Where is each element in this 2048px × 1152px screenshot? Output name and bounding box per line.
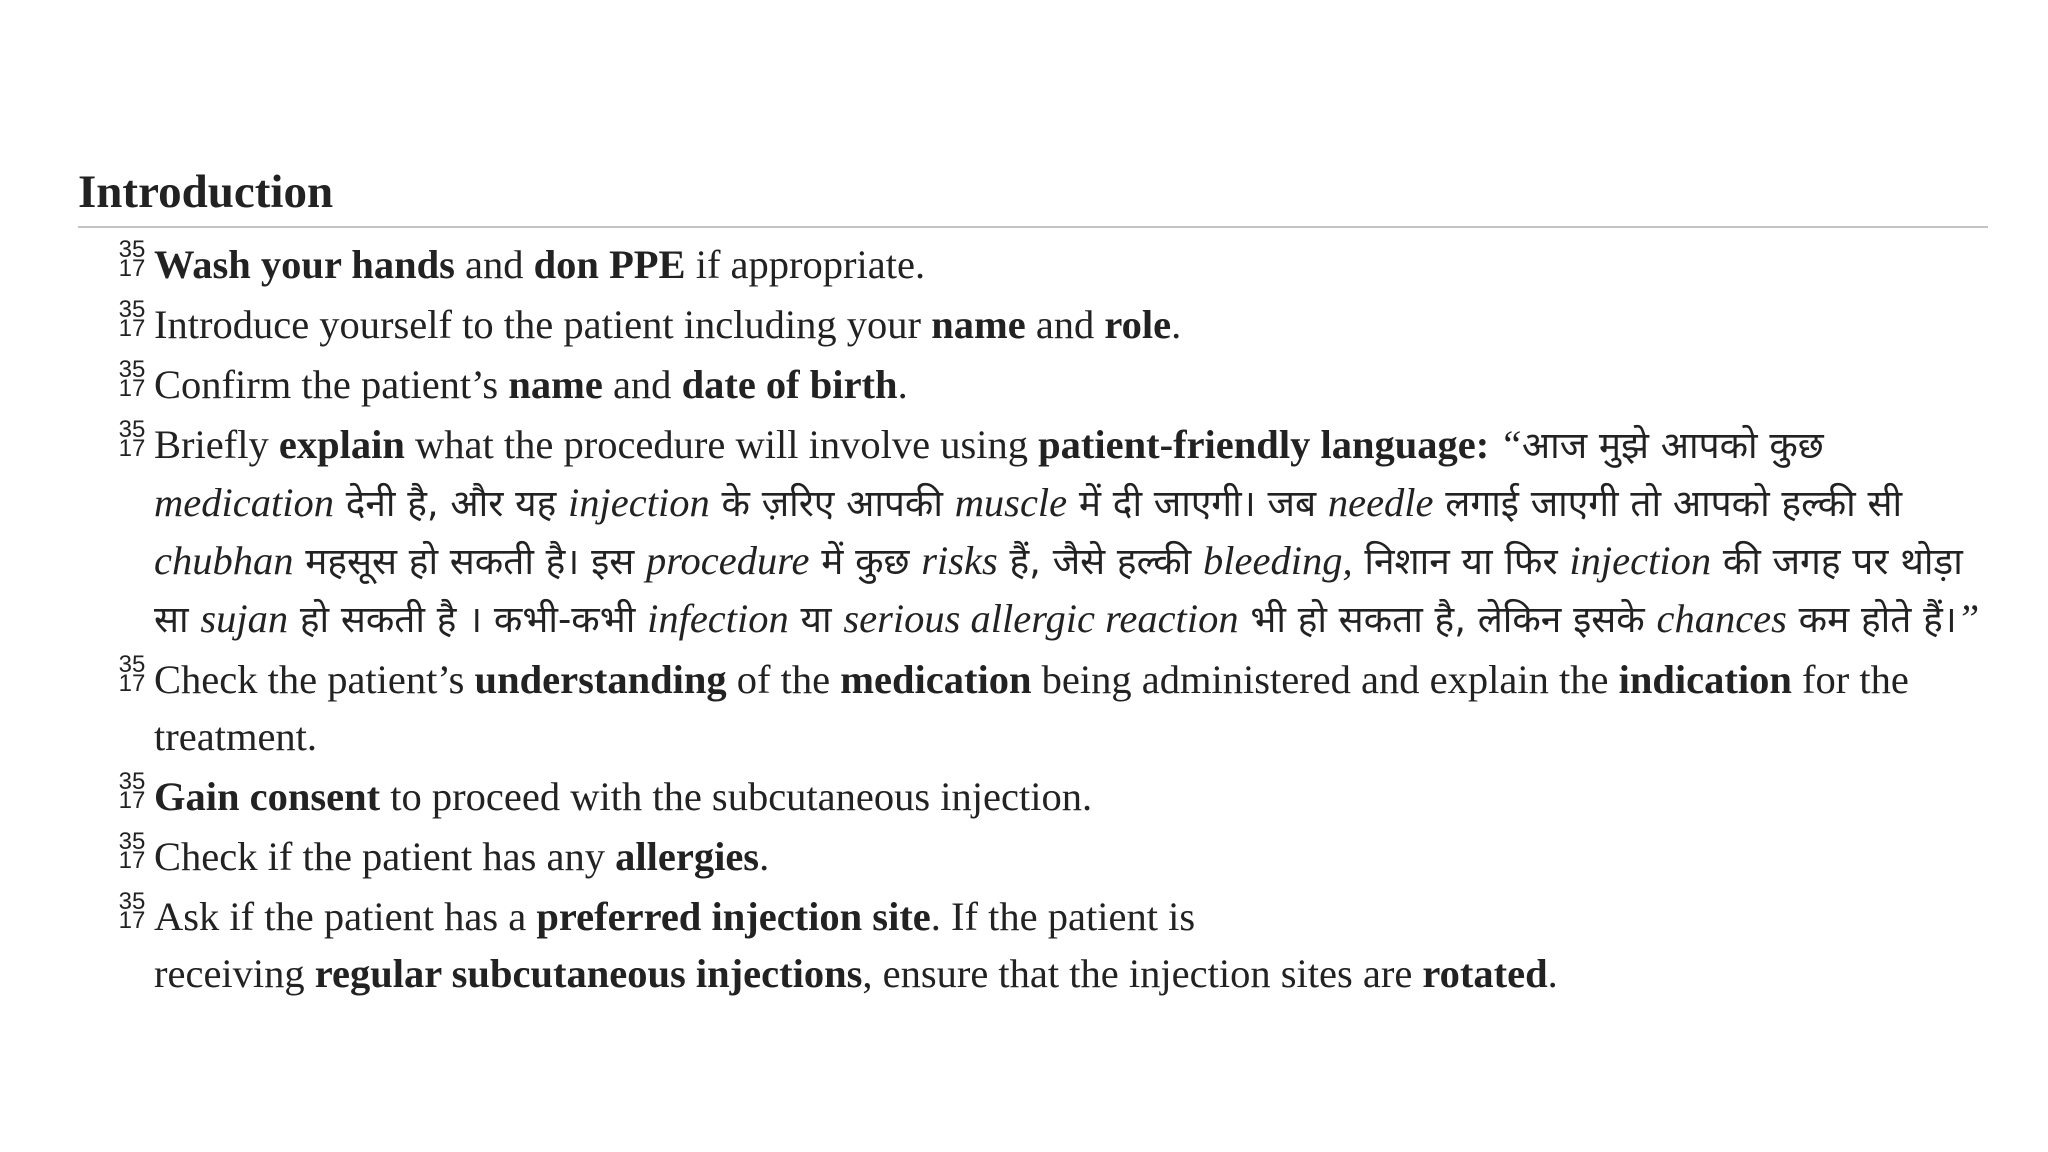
step-text: .: [897, 362, 908, 407]
step-text-bold: Gain consent: [154, 774, 381, 819]
step-text-italic: chances: [1656, 596, 1787, 641]
step-text-hindi: कम होते हैं।: [1786, 598, 1957, 641]
step-item: [118, 828, 1990, 885]
step-text-bold: rotated: [1422, 951, 1548, 996]
step-text-italic: sujan: [200, 596, 289, 641]
step-text-bold: explain: [278, 422, 405, 467]
step-text: what the procedure will involve using: [404, 422, 1039, 467]
step-text-italic: risks: [921, 538, 998, 583]
step-marker-top: 35: [118, 236, 146, 263]
step-text: Check if the patient has any: [154, 834, 616, 879]
step-text-hindi: या: [788, 598, 844, 641]
step-marker-bottom: 17: [118, 315, 146, 342]
step-text-bold: Wash your hands: [154, 242, 455, 287]
step-item: [118, 768, 1990, 825]
step-text: to proceed with the subcutaneous injection.: [380, 774, 1093, 819]
step-marker: [115, 416, 149, 462]
step-text-hindi: निशान या फिर: [1352, 540, 1570, 583]
step-marker-top: 35: [118, 768, 146, 795]
step-item: [118, 416, 1990, 648]
step-text-bold: name: [931, 302, 1026, 347]
step-marker-bottom: 17: [118, 375, 146, 402]
step-text: and: [454, 242, 534, 287]
step-marker: [115, 651, 149, 697]
step-marker-bottom: 17: [118, 907, 146, 934]
step-text: and: [602, 362, 682, 407]
step-text-bold: allergies: [615, 834, 760, 879]
step-marker-top: 35: [118, 296, 146, 323]
step-text: if appropriate.: [685, 242, 926, 287]
step-text: .: [1171, 302, 1182, 347]
step-text-bold: indication: [1618, 657, 1792, 702]
step-text-italic: injection: [568, 480, 710, 525]
step-text-hindi: महसूस हो सकती है। इस: [293, 540, 647, 583]
heading-divider: [78, 226, 1988, 228]
step-text-hindi: भी हो सकता है, लेकिन इसके: [1238, 598, 1657, 641]
step-text: Briefly: [154, 422, 279, 467]
step-marker-bottom: 17: [118, 847, 146, 874]
step-text: Introduce yourself to the patient including your: [154, 302, 932, 347]
step-text-italic: muscle: [954, 480, 1068, 525]
step-marker-top: 35: [118, 416, 146, 443]
step-item: [118, 356, 1990, 413]
step-text-hindi: की जगह पर थोड़ा सा: [154, 540, 1963, 641]
step-marker-top: 35: [118, 356, 146, 383]
step-text-italic: chubhan: [154, 538, 294, 583]
step-marker-top: 35: [118, 828, 146, 855]
step-text-italic: bleeding,: [1203, 538, 1353, 583]
step-marker: [115, 296, 149, 342]
step-text: receiving: [154, 951, 315, 996]
step-marker-bottom: 17: [118, 435, 146, 462]
step-text-bold: don PPE: [533, 242, 686, 287]
step-marker-bottom: 17: [118, 255, 146, 282]
step-text: , ensure that the injection sites are: [862, 951, 1423, 996]
step-text: of the: [726, 657, 841, 702]
step-marker-bottom: 17: [118, 787, 146, 814]
step-text: . If the patient is: [930, 894, 1196, 939]
step-text: Confirm the patient’s: [154, 362, 509, 407]
step-text-bold: regular subcutaneous injections: [314, 951, 863, 996]
introduction-section: [78, 160, 1990, 1005]
step-marker-bottom: 17: [118, 670, 146, 697]
step-text: .: [1547, 951, 1558, 996]
step-text-italic: medication: [154, 480, 334, 525]
step-text-bold: role: [1104, 302, 1172, 347]
step-marker-top: 35: [118, 651, 146, 678]
section-heading: Introduction: [78, 166, 334, 218]
step-marker: [115, 768, 149, 814]
step-text-hindi: में दी जाएगी। जब: [1067, 482, 1328, 525]
step-text: .: [759, 834, 770, 879]
step-text: being administered and explain the: [1031, 657, 1619, 702]
step-marker: [115, 236, 149, 282]
step-text-hindi: हैं, जैसे हल्की: [997, 540, 1204, 583]
step-text-italic: “: [1489, 422, 1522, 467]
step-text-italic: serious allergic reaction: [843, 596, 1239, 641]
step-item: [118, 296, 1990, 353]
step-text-hindi: हो सकती है । कभी-कभी: [288, 598, 648, 641]
step-text: Ask if the patient has a: [154, 894, 537, 939]
step-marker: [115, 356, 149, 402]
step-text-hindi: में कुछ: [809, 540, 922, 583]
step-text-bold: understanding: [474, 657, 727, 702]
step-item: [118, 651, 1990, 765]
step-text-hindi: देनी है, और यह: [333, 482, 569, 525]
step-item: [118, 888, 1990, 1002]
step-text: Check the patient’s: [154, 657, 475, 702]
step-text-bold: medication: [840, 657, 1032, 702]
step-text-bold: patient-friendly language:: [1038, 422, 1490, 467]
step-marker: [115, 888, 149, 934]
step-item: [118, 236, 1990, 293]
step-marker: [115, 828, 149, 874]
step-text-italic: needle: [1327, 480, 1434, 525]
step-text: and: [1025, 302, 1105, 347]
step-text-bold: preferred injection site: [536, 894, 931, 939]
step-text-bold: date of birth: [681, 362, 898, 407]
step-text-hindi: आज मुझे आपको कुछ: [1521, 424, 1824, 467]
step-text-italic: injection: [1569, 538, 1712, 583]
step-text-italic: ”: [1956, 596, 1980, 641]
step-text-bold: name: [508, 362, 603, 407]
step-text: for the treatment.: [154, 657, 1909, 759]
step-marker-top: 35: [118, 888, 146, 915]
step-text-italic: procedure: [646, 538, 810, 583]
step-text-hindi: के ज़रिए आपकी: [709, 482, 955, 525]
steps-list: [78, 236, 1990, 1002]
step-text-italic: infection: [647, 596, 789, 641]
step-text-hindi: लगाई जाएगी तो आपको हल्की सी: [1433, 482, 1903, 525]
